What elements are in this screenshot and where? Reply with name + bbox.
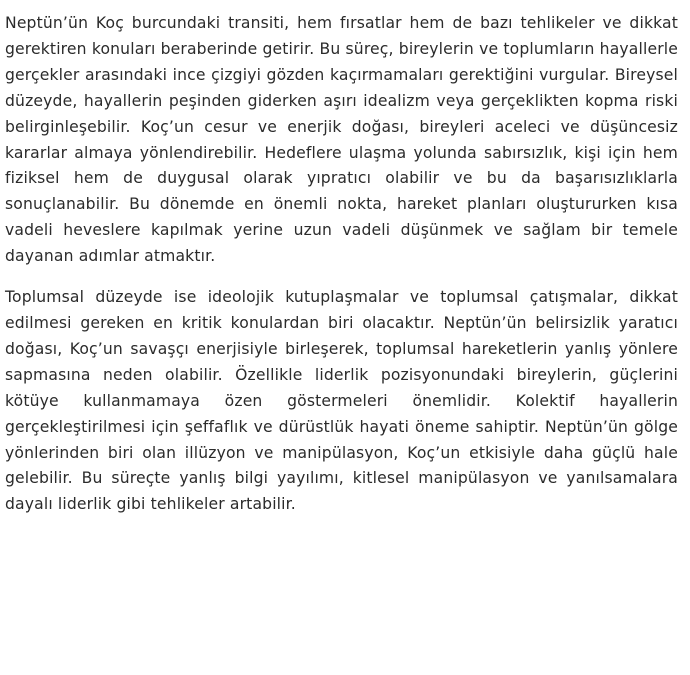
- article-body: [5, 11, 678, 518]
- paragraph-individual-risks: Neptün’ün Koç burcundaki transiti, hem fırsatlar hem de bazı tehlikeler ve dikkat gerektiren konuları beraberinde getirir. Bu süreç, bireylerin ve toplumların hayallerle gerçekler arasındaki ince çizgiyi gözden kaçırmamaları gerektiğini vurgular. Bireysel düzeyde, hayallerin peşinden giderken aşırı idealizm veya gerçeklikten kopma riski belirginleşebilir. Koç’un cesur ve enerjik doğası, bireyleri aceleci ve düşüncesiz kararlar almaya yönlendirebilir. Hedeflere ulaşma yolunda sabırsızlık, kişi için hem fiziksel hem de duygusal olarak yıpratıcı olabilir ve bu da başarısızlıklarla sonuçlanabilir. Bu dönemde en önemli nokta, hareket planları oluştururken kısa vadeli heveslere kapılmak yerine uzun vadeli düşünmek ve sağlam bir temele dayanan adımlar atmaktır.: [5, 14, 678, 266]
- paragraph-societal-risks: Toplumsal düzeyde ise ideolojik kutuplaşmalar ve toplumsal çatışmalar, dikkat edilmesi gereken en kritik konulardan biri olacaktır. Neptün’ün belirsizlik yaratıcı doğası, Koç’un savaşçı enerjisiyle birleşerek, toplumsal hareketlerin yanlış yönlere sapmasına neden olabilir. Özellikle liderlik pozisyonundaki bireylerin, güçlerini kötüye kullanmamaya özen göstermeleri önemlidir. Kolektif hayallerin gerçekleştirilmesi için şeffaflık ve dürüstlük hayati öneme sahiptir. Neptün’ün gölge yönlerinden biri olan illüzyon ve manipülasyon, Koç’un etkisiyle daha güçlü hale gelebilir. Bu süreçte yanlış bilgi yayılımı, kitlesel manipülasyon ve yanılsamalara dayalı liderlik gibi tehlikeler artabilir.: [5, 288, 678, 514]
